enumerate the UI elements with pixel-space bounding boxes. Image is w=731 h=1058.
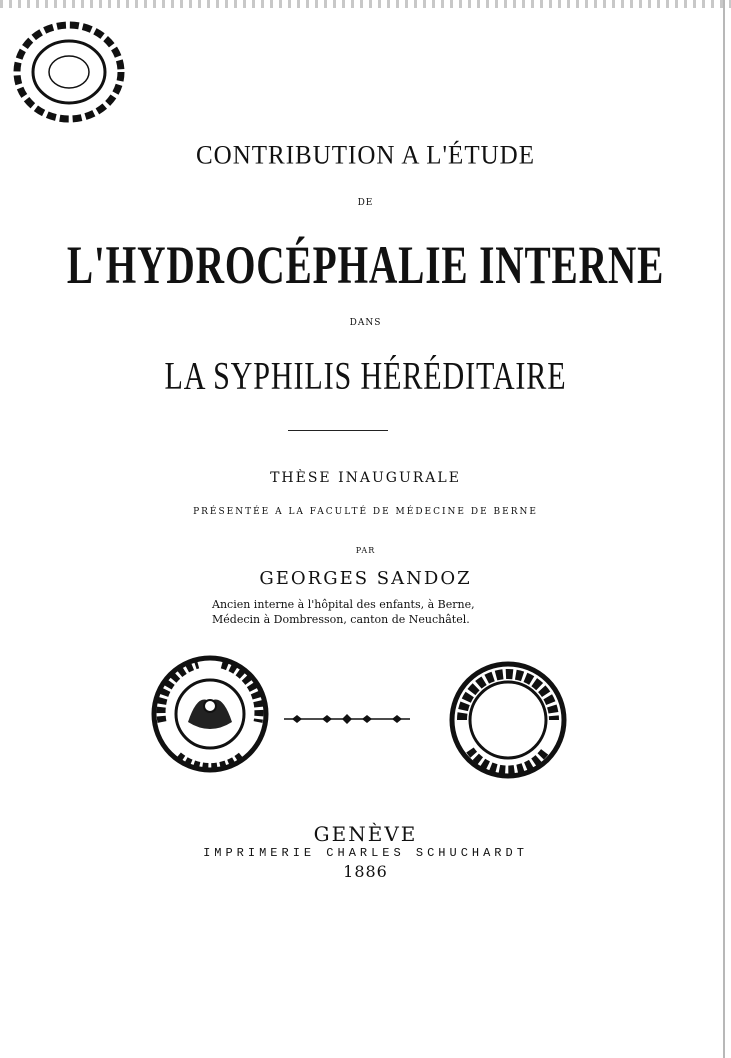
author-affiliation-2: Médecin à Dombresson, canton de Neuchâtel. xyxy=(212,613,470,626)
author-affiliation-1: Ancien interne à l'hôpital des enfants, à Berne, xyxy=(212,598,475,611)
publication-year: 1886 xyxy=(343,862,388,881)
decorative-ornament xyxy=(282,712,412,726)
printer-name: IMPRIMERIE CHARLES SCHUCHARDT xyxy=(203,846,528,860)
divider-rule xyxy=(288,430,388,431)
main-title: L'HYDROCÉPHALIE INTERNE xyxy=(66,235,665,296)
author-name: GEORGES SANDOZ xyxy=(259,568,472,589)
thesis-type: THÈSE INAUGURALE xyxy=(270,470,461,486)
presented-to: PRÉSENTÉE A LA FACULTÉ DE MÉDECINE DE BERNE xyxy=(193,507,538,517)
accademia-medica-stamp xyxy=(446,658,570,782)
publication-place: GENÈVE xyxy=(313,822,418,846)
connector-de: DE xyxy=(357,198,374,208)
connector-par: PAR xyxy=(355,546,376,555)
scan-edge-top xyxy=(0,0,731,8)
corner-library-stamp xyxy=(10,18,128,126)
biblioteca-roma-stamp xyxy=(148,652,272,776)
connector-dans: DANS xyxy=(349,318,382,328)
title-line-3: LA SYPHILIS HÉRÉDITAIRE xyxy=(164,353,567,398)
title-line-1: CONTRIBUTION A L'ÉTUDE xyxy=(196,141,535,170)
